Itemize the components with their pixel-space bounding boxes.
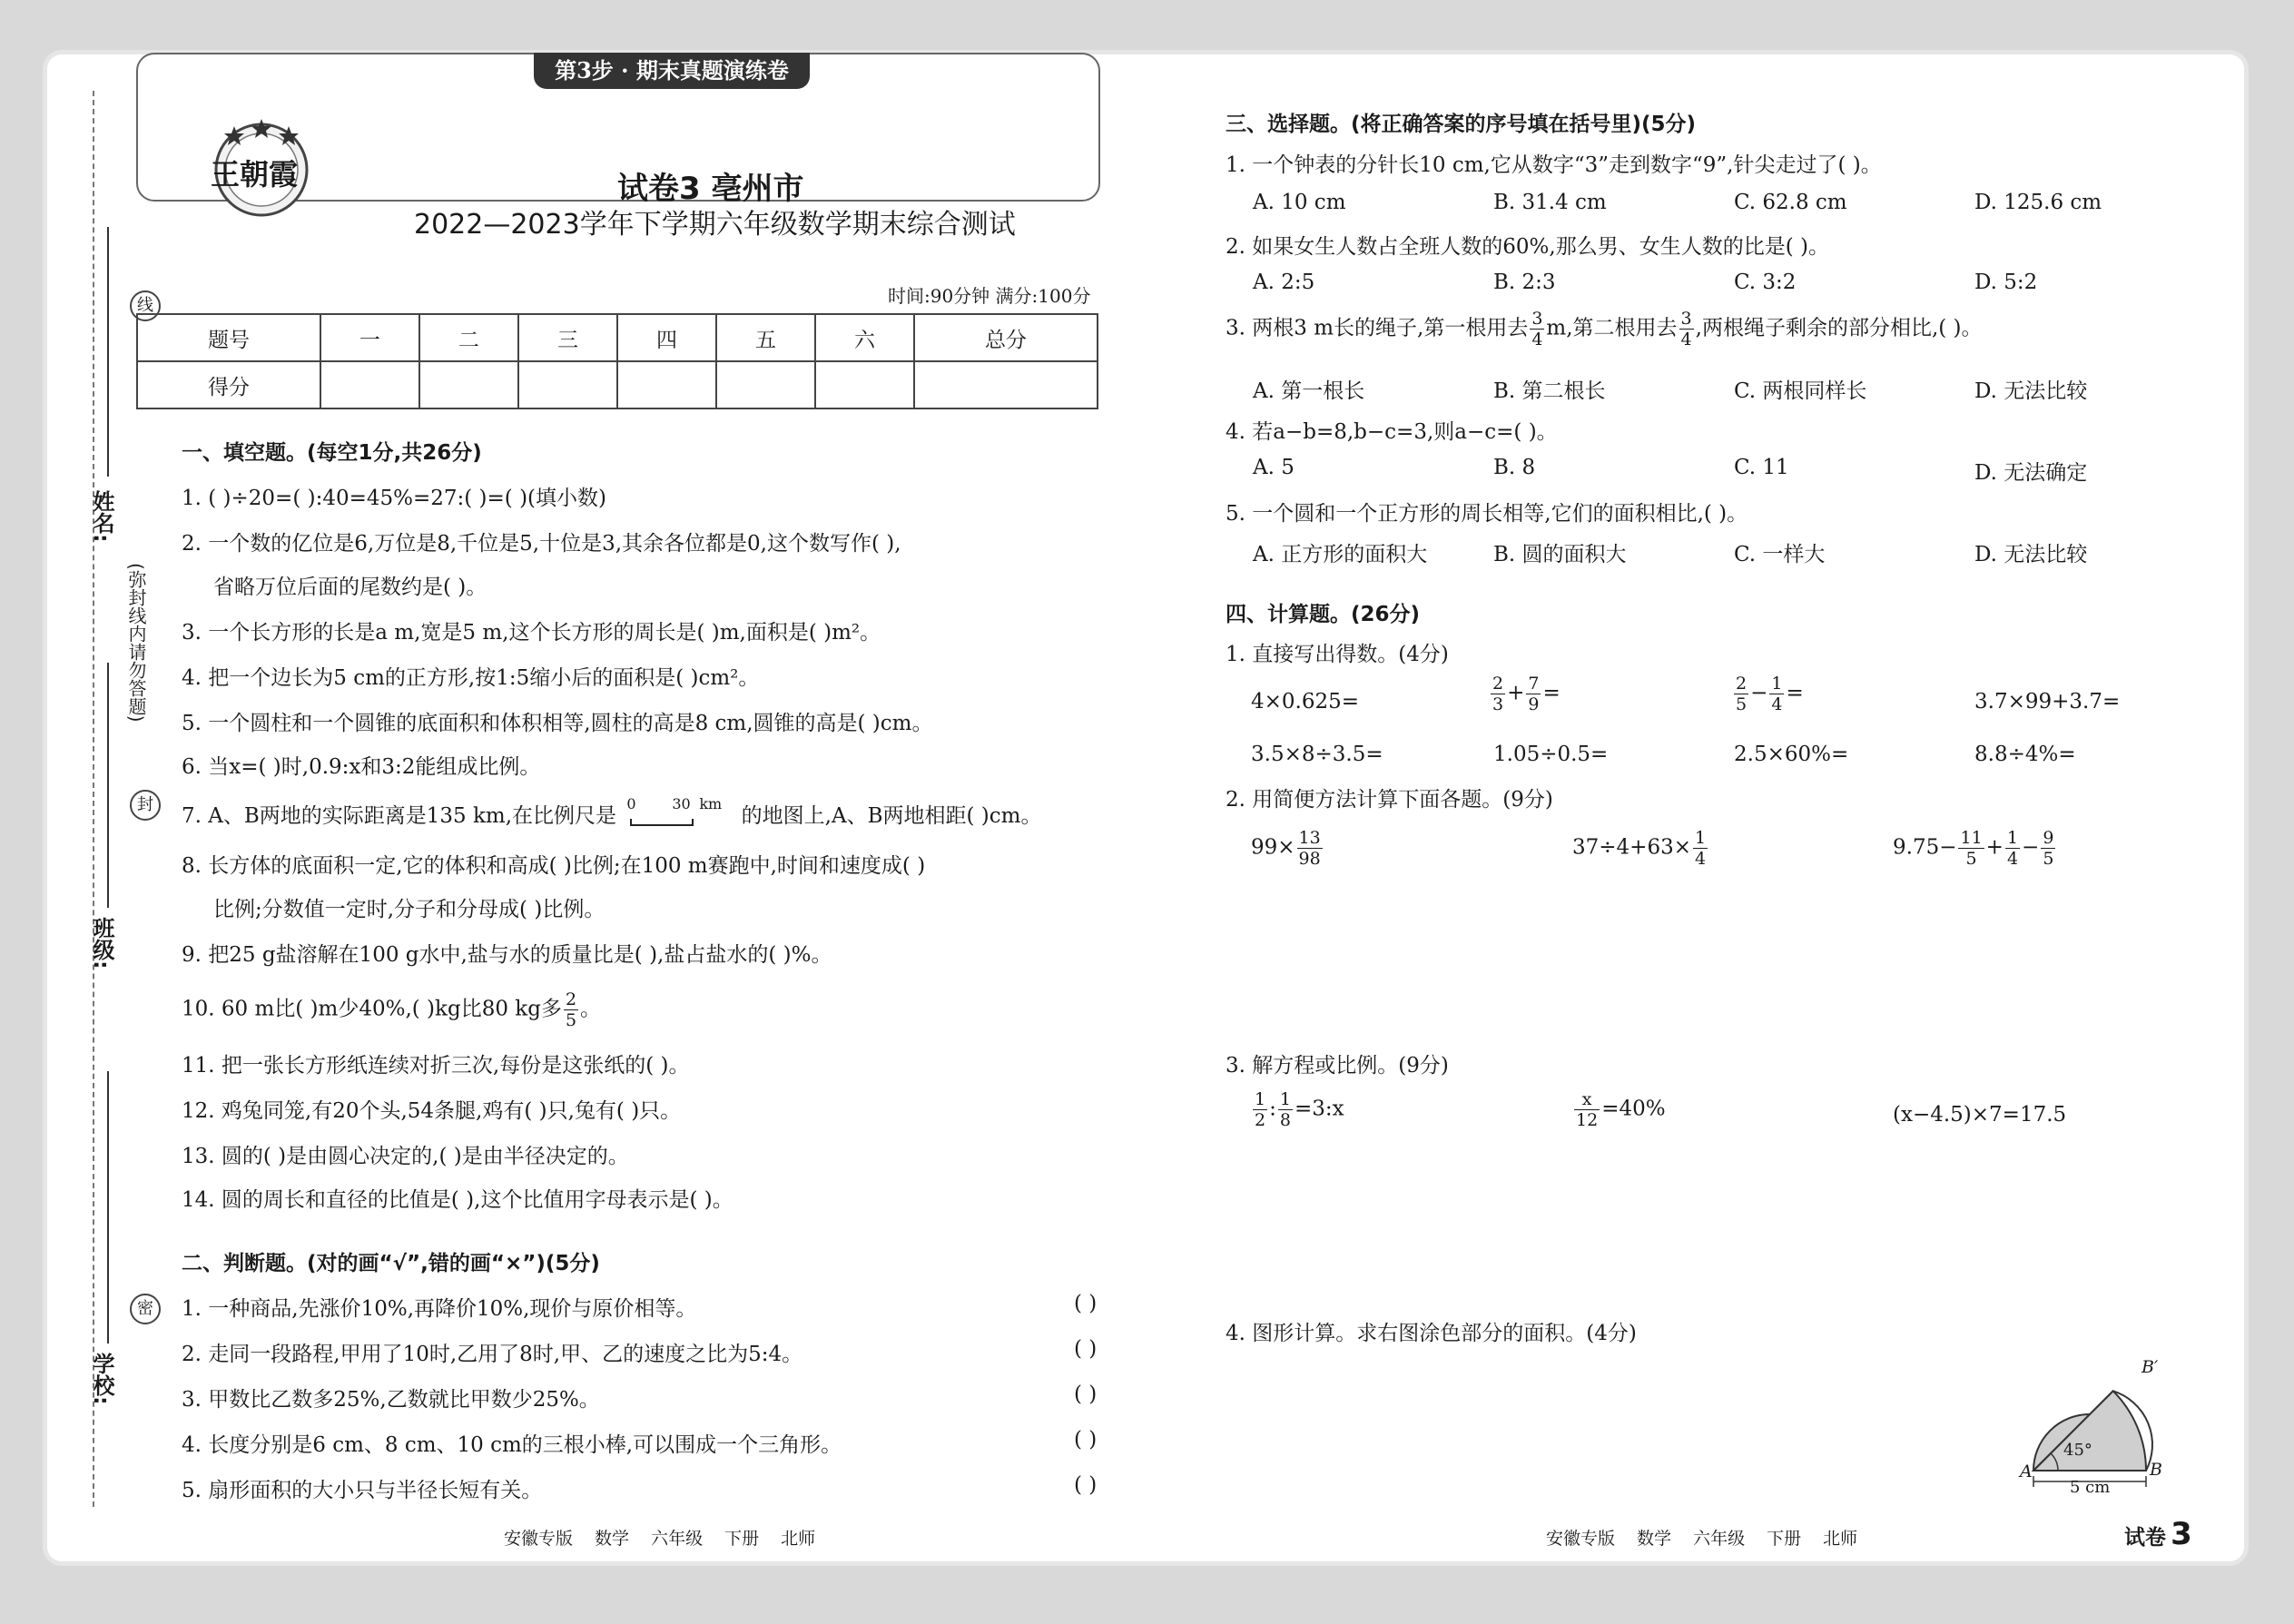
figure-label-angle: 45° (2063, 1441, 2092, 1460)
judge-q1: 1. 一种商品,先涨价10%,再降价10%,现价与原价相等。 (182, 1297, 697, 1321)
choice-q2-a[interactable]: A. 2:5 (1253, 271, 1315, 294)
section-choice-title: 三、选择题。(将正确答案的序号填在括号里)(5分) (1226, 113, 1697, 136)
calc-sub2: 2. 用简便方法计算下面各题。(9分) (1226, 788, 1553, 812)
fill-q6: 6. 当x=( )时,0.9:x和3:2能组成比例。 (182, 755, 541, 779)
score-cell[interactable] (617, 361, 716, 408)
figure-label-a: A (2020, 1462, 2033, 1481)
choice-q1-d[interactable]: D. 125.6 cm (1974, 191, 2102, 214)
geometry-figure-icon (2020, 1343, 2201, 1498)
scale-label-0: 0 (626, 795, 636, 812)
exam-title: 试卷3 亳州市 (617, 171, 804, 207)
choice-q4-b[interactable]: B. 8 (1493, 456, 1536, 479)
judge-q5: 5. 扇形面积的大小只与半径长短有关。 (182, 1479, 543, 1502)
footer-left: 安徽专版 数学 六年级 下册 北师 (504, 1529, 816, 1549)
footer-page-number: 3 (2171, 1516, 2192, 1552)
section-judge-title: 二、判断题。(对的画“√”,错的画“×”)(5分) (182, 1252, 600, 1275)
footer-right: 安徽专版 数学 六年级 下册 北师 (1546, 1529, 1858, 1549)
fill-q4: 4. 把一个边长为5 cm的正方形,按1:5缩小后的面积是( )cm²。 (182, 666, 760, 690)
choice-q4-c[interactable]: C. 11 (1734, 456, 1789, 479)
choice-q2-c[interactable]: C. 3:2 (1734, 271, 1797, 294)
fill-q11: 11. 把一张长方形纸连续对折三次,每份是这张纸的( )。 (182, 1054, 690, 1078)
calc3-b: $\frac{x}{12}$ =40% (1576, 1089, 1666, 1130)
binding-mark-feng: 封 (130, 790, 161, 821)
fill-q2-cont: 省略万位后面的尾数约是( )。 (213, 576, 487, 599)
calc-sub3: 3. 解方程或比例。(9分) (1226, 1054, 1449, 1078)
fill-q14: 14. 圆的周长和直径的比值是( ),这个比值用字母表示是( )。 (182, 1188, 733, 1212)
calc2-c: 9.75− $\frac{11}{5}$ + $\frac{1}{4}$ − $\frac{9}{5}$ (1893, 828, 2054, 869)
calc2-work-area[interactable] (1226, 890, 2206, 1035)
score-header-cell: 三 (518, 314, 617, 361)
school-field[interactable] (107, 1071, 109, 1343)
choice-q1-c[interactable]: C. 62.8 cm (1734, 191, 1847, 214)
judge-q4: 4. 长度分别是6 cm、8 cm、10 cm的三根小棒,可以围成一个三角形。 (182, 1433, 842, 1457)
calc1-g: 2.5×60%= (1734, 743, 1849, 766)
calc1-a: 4×0.625= (1251, 690, 1360, 714)
fill-q12: 12. 鸡兔同笼,有20个头,54条腿,鸡有( )只,兔有( )只。 (182, 1099, 682, 1123)
judge-answer-4[interactable]: ( ) (1074, 1428, 1098, 1452)
class-field[interactable] (107, 663, 109, 908)
choice-q5: 5. 一个圆和一个正方形的周长相等,它们的面积相比,( )。 (1226, 502, 1748, 526)
class-label: 班级: (89, 917, 114, 969)
score-header-cell: 题号 (137, 314, 320, 361)
calc-sub4: 4. 图形计算。求右图涂色部分的面积。(4分) (1226, 1322, 1637, 1345)
choice-q3-b[interactable]: B. 第二根长 (1493, 379, 1606, 403)
calc-sub1: 1. 直接写出得数。(4分) (1226, 643, 1449, 666)
fill-q10-fraction: $\frac{2}{5}$ (565, 989, 577, 1030)
scale-label-unit: km (699, 795, 723, 812)
binding-mark-xian: 线 (130, 290, 161, 321)
choice-q3-c[interactable]: C. 两根同样长 (1734, 379, 1867, 403)
fill-q3: 3. 一个长方形的长是a m,宽是5 m,这个长方形的周长是( )m,面积是( )m²。 (182, 621, 881, 645)
binding-notice: (弥封线内请勿答题) (125, 563, 147, 723)
binding-dashed-line (93, 91, 94, 1507)
calc3-work-area[interactable] (1226, 1148, 2206, 1303)
score-header-cell: 一 (320, 314, 419, 361)
choice-q3-fraction-2: $\frac{3}{4}$ (1680, 309, 1692, 349)
score-cell[interactable] (419, 361, 518, 408)
score-header-cell: 二 (419, 314, 518, 361)
calc2-b: 37÷4+63× $\frac{1}{4}$ (1572, 828, 1707, 869)
binding-mark-mi: 密 (130, 1294, 161, 1324)
score-cell[interactable] (716, 361, 815, 408)
choice-q4: 4. 若a−b=8,b−c=3,则a−c=( )。 (1226, 420, 1558, 444)
footer-page (2124, 1516, 2192, 1552)
judge-q3: 3. 甲数比乙数多25%,乙数就比甲数少25%。 (182, 1388, 600, 1412)
section-fill-title: 一、填空题。(每空1分,共26分) (182, 441, 482, 465)
choice-q4-d[interactable]: D. 无法确定 (1974, 461, 2088, 485)
fill-q1: 1. ( )÷20=( ):40=45%=27:( )=( )(填小数) (182, 487, 607, 510)
choice-q2-b[interactable]: B. 2:3 (1493, 271, 1556, 294)
section-calc-title: 四、计算题。(26分) (1226, 603, 1421, 626)
choice-q5-c[interactable]: C. 一样大 (1734, 543, 1826, 566)
choice-q5-b[interactable]: B. 圆的面积大 (1493, 543, 1627, 566)
judge-answer-5[interactable]: ( ) (1074, 1473, 1098, 1497)
fill-q8: 8. 长方体的底面积一定,它的体积和高成( )比例;在100 m赛跑中,时间和速度成( ) (182, 854, 926, 878)
school-label: 学校: (89, 1353, 114, 1405)
calc1-f: 1.05÷0.5= (1493, 743, 1609, 766)
fill-q13: 13. 圆的( )是由圆心决定的,( )是由半径决定的。 (182, 1145, 629, 1168)
scale-label-30: 30 (672, 795, 691, 812)
score-cell[interactable] (518, 361, 617, 408)
choice-q1-b[interactable]: B. 31.4 cm (1493, 191, 1607, 214)
fill-q10: 10. 60 m比( )m少40%,( )kg比80 kg多 $\frac{2}{5}$ 。 (182, 989, 602, 1030)
step-banner: 第3步 · 期末真题演练卷 (534, 53, 810, 89)
calc1-e: 3.5×8÷3.5= (1251, 743, 1383, 766)
score-header-cell: 五 (716, 314, 815, 361)
choice-q3: 3. 两根3 m长的绳子,第一根用去 $\frac{3}{4}$ m,第二根用去 $\frac{3}{4}$ ,两根绳子剩余的部分相比,( )。 (1226, 309, 1983, 349)
score-header-cell: 总分 (914, 314, 1098, 361)
figure-label-length: 5 cm (2070, 1478, 2111, 1497)
choice-q2: 2. 如果女生人数占全班人数的60%,那么男、女生人数的比是( )。 (1226, 235, 1829, 259)
fill-q9: 9. 把25 g盐溶解在100 g水中,盐与水的质量比是( ),盐占盐水的( )%。 (182, 943, 832, 967)
name-field[interactable] (107, 227, 109, 477)
calc3-c: (x−4.5)×7=17.5 (1893, 1103, 2067, 1127)
footer-page-label: 试卷 (2124, 1526, 2166, 1550)
choice-q5-a[interactable]: A. 正方形的面积大 (1253, 543, 1428, 566)
judge-answer-1[interactable]: ( ) (1074, 1292, 1098, 1315)
exam-subtitle: 2022—2023学年下学期六年级数学期末综合测试 (414, 209, 1016, 241)
choice-q1-a[interactable]: A. 10 cm (1253, 191, 1346, 214)
calc1-d: 3.7×99+3.7= (1974, 690, 2121, 714)
score-cell[interactable] (320, 361, 419, 408)
choice-q2-d[interactable]: D. 5:2 (1974, 271, 2038, 294)
score-table (136, 313, 1098, 409)
judge-q2: 2. 走同一段路程,甲用了10时,乙用了8时,甲、乙的速度之比为5:4。 (182, 1343, 803, 1366)
judge-answer-3[interactable]: ( ) (1074, 1383, 1098, 1406)
calc2-a: 99× $\frac{13}{98}$ (1251, 828, 1321, 869)
fill-q5: 5. 一个圆柱和一个圆锥的底面积和体积相等,圆柱的高是8 cm,圆锥的高是( )cm。 (182, 712, 933, 735)
calc3-a: $\frac{1}{2}$ : $\frac{1}{8}$ =3:x (1255, 1089, 1344, 1130)
score-header-cell: 六 (815, 314, 914, 361)
choice-q1: 1. 一个钟表的分针长10 cm,它从数字“3”走到数字“9”,针尖走过了( )。 (1226, 153, 1882, 177)
choice-q3-fraction-1: $\frac{3}{4}$ (1531, 309, 1543, 349)
geometry-figure (2020, 1343, 2201, 1498)
figure-label-b: B (2150, 1460, 2162, 1480)
scale-line (630, 819, 694, 826)
name-label: 姓名: (89, 490, 114, 543)
score-row-label: 得分 (137, 361, 320, 408)
fill-q8-cont: 比例;分数值一定时,分子和分母成( )比例。 (213, 898, 605, 921)
fill-q7 (182, 795, 1042, 832)
calc1-c: $\frac{2}{5}$ − $\frac{1}{4}$ = (1736, 674, 1804, 714)
time-score-info: 时间:90分钟 满分:100分 (888, 285, 1091, 307)
score-cell[interactable] (914, 361, 1098, 408)
fill-q2: 2. 一个数的亿位是6,万位是8,千位是5,十位是3,其余各位都是0,这个数写作( ), (182, 532, 901, 556)
judge-answer-2[interactable]: ( ) (1074, 1337, 1098, 1361)
figure-label-bprime: B′ (2141, 1357, 2159, 1377)
scale-bar (626, 795, 731, 832)
choice-q4-a[interactable]: A. 5 (1253, 456, 1295, 479)
logo-brand: 王朝霞 (211, 157, 299, 192)
fill-q7-text: 7. A、B两地的实际距离是135 km,在比例尺是 (182, 804, 617, 828)
calc1-h: 8.8÷4%= (1974, 743, 2076, 766)
choice-q3-d[interactable]: D. 无法比较 (1974, 379, 2088, 403)
score-cell[interactable] (815, 361, 914, 408)
fill-q10-text: 10. 60 m比( )m少40%,( )kg比80 kg多 (182, 997, 562, 1021)
score-header-cell: 四 (617, 314, 716, 361)
choice-q5-d[interactable]: D. 无法比较 (1974, 543, 2088, 566)
calc1-b: $\frac{2}{3}$ + $\frac{7}{9}$ = (1492, 674, 1561, 714)
choice-q3-a[interactable]: A. 第一根长 (1253, 379, 1365, 403)
fill-q7-text-end: 的地图上,A、B两地相距( )cm。 (741, 804, 1042, 828)
